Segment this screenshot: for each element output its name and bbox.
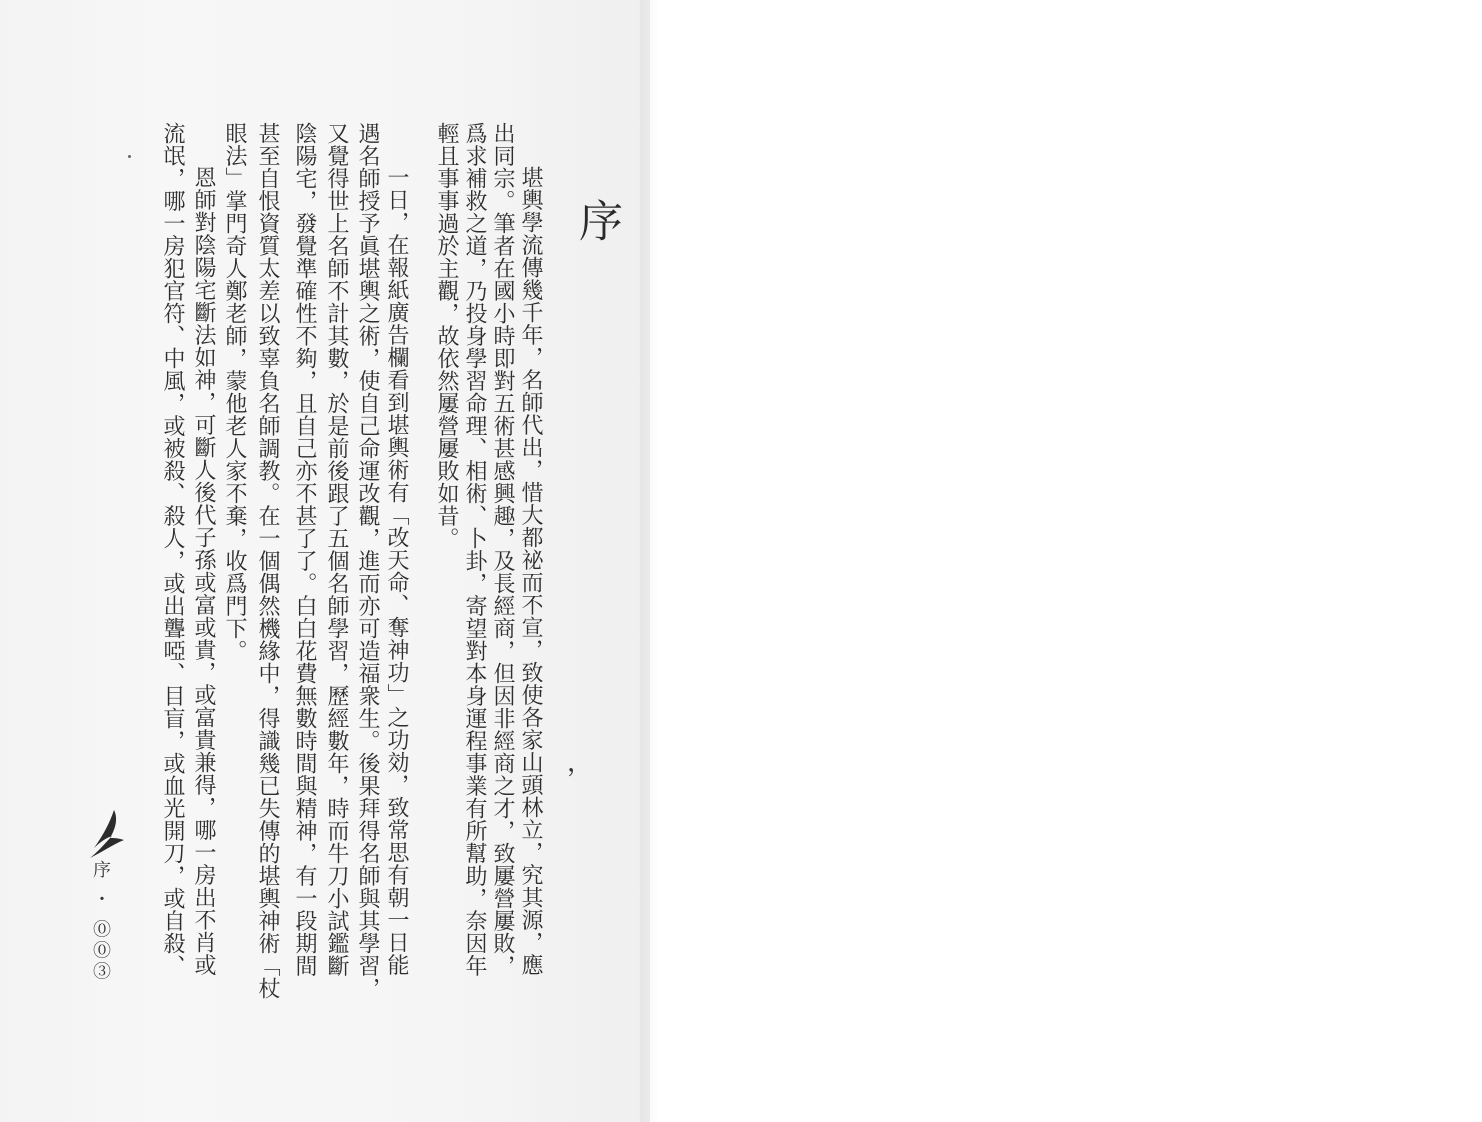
text-column-9: 甚至自恨資質太差以致辜負名師調教。在一個偶然機緣中，得識幾已失傳的堪輿神術「杖 — [255, 122, 280, 1000]
text-column-6: 遇名師授予眞堪輿之術，使自己命運改觀，進而亦可造福衆生。後果拜得名師與其學習， — [355, 122, 380, 1000]
text-column-2: 出同宗。筆者在國小時即對五術甚感興趣，及長經商，但因非經商之才，致屢營屢敗， — [490, 122, 515, 977]
text-column-10: 眼法」掌門奇人鄭老師，蒙他老人家不棄，收爲門下。 — [222, 122, 247, 662]
folio-section: 序 — [90, 860, 111, 881]
text-column-7: 又覺得世上名師不計其數，於是前後跟了五個名師學習，歷經數年，時而牛刀小試鑑斷 — [324, 122, 349, 977]
text-column-12: 流氓，哪一房犯官符、中風，或被殺、殺人，或出聾啞、目盲，或血光開刀，或自殺、 — [160, 122, 185, 977]
ink-speck — [128, 155, 131, 158]
text-column-11: 恩師對陰陽宅斷法如神，可斷人後代子孫或富或貴，或富貴兼得，哪一房出不肖或 — [191, 166, 216, 976]
brush-logo-icon — [84, 808, 128, 860]
text-column-5: 一日，在報紙廣告欄看到堪輿術有「改天命、奪神功」之功効，致常思有朝一日能 — [384, 166, 409, 976]
text-column-8: 陰陽宅，發覺準確性不夠，且自己亦不甚了了。白白花費無數時間與精神，有一段期間 — [292, 122, 317, 977]
text-column-4: 輕且事事過於主觀，故依然屢營屢敗如昔。 — [434, 122, 459, 550]
page-folio — [90, 860, 110, 982]
text-column-1: 堪輿學流傳幾千年，名師代出，惜大都祕而不宣，致使各家山頭林立，究其源，應 — [518, 166, 543, 976]
page-title: 序 — [571, 198, 622, 242]
page-number: ⓪⓪③ — [90, 919, 111, 983]
text-column-3: 爲求補救之道，乃投身學習命理、相術、卜卦，寄望對本身運程事業有所幫助，奈因年 — [462, 122, 487, 977]
folio-separator: ・ — [90, 889, 111, 911]
page-edge-shadow — [640, 0, 660, 1122]
stray-punctuation: ， — [567, 748, 594, 778]
